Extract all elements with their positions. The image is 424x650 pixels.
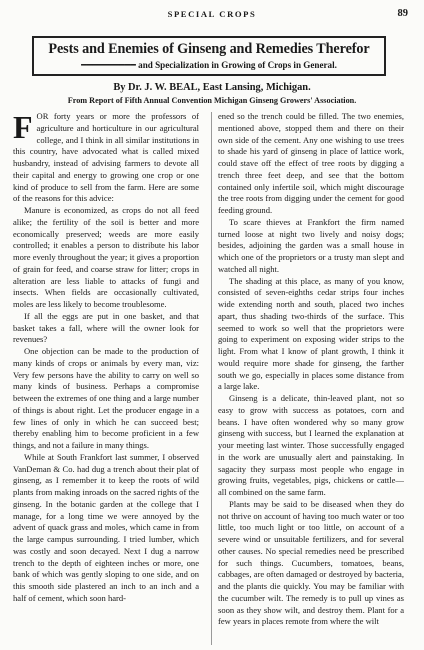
paragraph: ened so the trench could be filled. The two enemies, mentioned above, stopped them and there on their own side of the cement. Any one wishing to use trees to shade his yard of ginseng in place of lattice work, could stave off the effect of tree roots by digging a trench three feet deep, and see that the bottom contained only infertile soil, which might discourage the tree roots from digging under the cement for good feeding ground. bbox=[218, 111, 404, 215]
running-title: SPECIAL CROPS bbox=[167, 9, 257, 19]
paragraph: While at South Frankfort last summer, I observed VanDeman & Co. had dug a trench about their plat of ginseng, as I remember it to keep the roots of wild plants from making inroads on the sacred rights of the ginseng. In the botanic garden at the college that I manage, for a long time we were annoyed by the advent of quack grass and moles, which came in from the large campus surrounding. I tried lumber, which was costly and soon decayed. Next I dug a narrow trench to the depth of eighteen inches or more, one bank of which was gently sloping to one side, and on this smooth side plastered an inch to an inch and a half of cement, which soon hard- bbox=[13, 451, 199, 603]
article-subtitle-text: and Specialization in Growing of Crops in General. bbox=[138, 60, 337, 70]
left-column bbox=[13, 111, 199, 646]
subtitle-rule-left-icon: ━━━━━━━━━━ bbox=[81, 60, 136, 70]
paragraph: Ginseng is a delicate, thin-leaved plant, not so easy to grow with success as potatoes, corn and beans. I have often wondered why so many grow ginseng with success, but I learned the explanation at your meeting last winter. Those successfully engaged in the work are unusually alert and painstaking. In sagacity they surpass most people who engage in growing fruits, vegetables, pigs, chickens or cattle—all combined on the same farm. bbox=[218, 393, 404, 497]
article-title-box bbox=[32, 36, 386, 76]
paragraph: Manure is economized, as crops do not all feed alike; the fertility of the soil is better and more economically preserved; weeds are more easily controlled; it enables a person to distribute his labor more evenly throughout the year; it gives a proportion of grain for feed, and coarse straw for litter; crops in alteration are less liable to attacks of fungi and insects. When fields are occasionally cultivated, moles are less likely to become troublesome. bbox=[13, 205, 199, 309]
paragraph: If all the eggs are put in one basket, and that basket takes a fall, where will the owner look for revenues? bbox=[13, 310, 199, 345]
paragraph: Plants may be said to be diseased when they do not thrive on account of having too much water or too little, too much light or too little, on account of a severe wind or unsuitable fertilizers, and for several other causes. No special remedies need be prescribed for such things. Cucumbers, tomatoes, beans, cabbages, are often damaged or destroyed by bacteria, and the plants die quickly. You may be familiar with the cucumber wilt. The remedy is to pull up vines as soon as they show wilt, and destroy them. Plant for a few years in places remote from where the wilt bbox=[218, 498, 404, 627]
paragraph: One objection can be made to the production of many kinds of crops or animals by every man, viz: Very few persons have the ability to carry on well so many kinds of business. Perhaps a compromise between the extremes of one thing and a large number of things is about right. Let the producer engage in a few lines of only in which he can succeed best; thereby enabling him to become proficient in a few things, and not a failure in many things. bbox=[13, 346, 199, 450]
article-author: By Dr. J. W. BEAL, East Lansing, Michigan. bbox=[113, 82, 311, 93]
column-divider bbox=[211, 112, 212, 645]
paragraph-text: OR forty years or more the professors of agriculture and horticulture in our agricultural college, and I think in all similar institutions in this country, have advocated what is called mixed husbandry, instead of advising farmers to devote all their capital and energy to growing one crop or one kind of produce to sell from the farm. Here are some of the reasons for this advice: bbox=[13, 111, 199, 204]
paragraph: To scare thieves at Frankfort the firm named turned loose at night two lively and noisy dogs; besides, adjoining the garden was a small house in which one of the proprietors or a trusty man slept and watched all night. bbox=[218, 216, 404, 274]
paragraph: The shading at this place, as many of you know, consisted of seven-eighths cedar strips four inches wide extending north and south, placed two inches apart, thus shading two-thirds of the surface. This seemed to work so well that the proprietors were going to experiment on exposing wider strips to the light. From what I know of plant growth, I think it would require more shade for ginseng, the farther south we go, especially in places some distance from a large lake. bbox=[218, 275, 404, 392]
page-number: 89 bbox=[397, 8, 408, 19]
drop-cap: F bbox=[13, 111, 33, 145]
article-subtitle bbox=[34, 60, 384, 71]
right-column bbox=[218, 111, 404, 646]
article-source: From Report of Fifth Annual Convention Michigan Ginseng Growers' Association. bbox=[67, 96, 357, 105]
paragraph bbox=[13, 111, 199, 205]
running-head bbox=[0, 8, 424, 22]
article-title: Pests and Enemies of Ginseng and Remedies Therefor bbox=[48, 41, 370, 57]
